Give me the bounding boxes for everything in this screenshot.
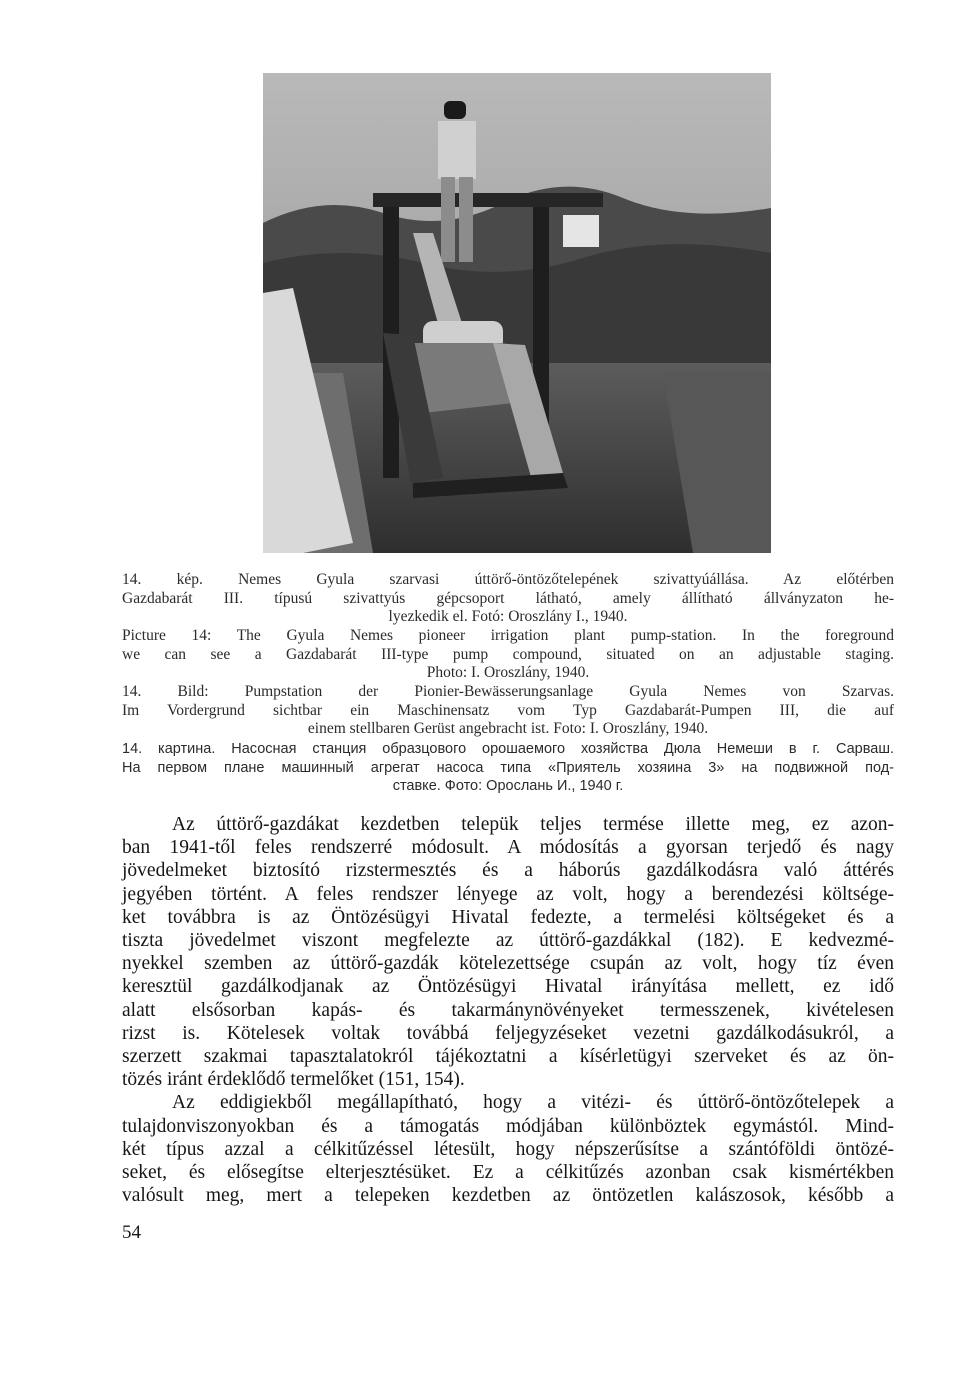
text-line: Az eddigiekből megállapítható, hogy a vitézi- és úttörő-öntözőtelepek a	[172, 1092, 894, 1114]
text-line: Az úttörő-gazdákat kezdetben telepük teljes termése illette meg, ez azon-	[172, 814, 894, 835]
text-line: keresztül gazdálkodjanak az Öntözésügyi Hivatal irányítása mellett, ez idő	[122, 976, 894, 998]
text-line: seket, és elősegítse elterjesztésüket. Ez a célkitűzés azonban csak kismértékben	[122, 1162, 894, 1184]
text-line: jövedelmeket biztosító rizstermesztés és a háborús gazdálkodásra való áttérés	[122, 860, 894, 882]
text-line: tulajdonviszonyokban és a támogatás módjában különböztek egymástól. Mind-	[122, 1115, 894, 1137]
caption-line: Gazdabarát III. típusú szivattyús gépcsoport látható, amely állítható állványzaton he-	[122, 589, 894, 607]
text-line: alatt elsősorban kapás- és takarmánynövényeket termesszenek, kivételesen	[122, 999, 894, 1021]
caption-line: 14. картина. Насосная станция образцового орошаемого хозяйства Дюла Немеши в г. Сарваш.	[122, 741, 894, 757]
caption-russian	[122, 740, 894, 796]
caption-line: we can see a Gazdabarát III-type pump compound, situated on an adjustable staging.	[122, 645, 894, 663]
text-line: ban 1941-től feles rendszerré módosult. A módosítás a gyorsan terjedő és nagy	[122, 837, 894, 859]
caption-line: 14. Bild: Pumpstation der Pionier-Bewässerungsanlage Gyula Nemes von Szarvas.	[122, 683, 894, 700]
caption-english	[122, 627, 894, 683]
pump-station-photo-image	[263, 73, 771, 553]
text-line: rizst is. Kötelesek voltak továbbá feljegyzéseket vezetni gazdálkodásukról, a	[122, 1022, 894, 1044]
caption-line: Photo: I. Oroszlány, 1940.	[426, 664, 590, 682]
text-line: szerzett szakmai tapasztalatokról tájékoztatni a kísérletügyi szerveket és az ön-	[122, 1046, 894, 1068]
caption-line: einem stellbaren Gerüst angebracht ist. Foto: I. Oroszlány, 1940.	[307, 720, 709, 738]
caption-line: 14. kép. Nemes Gyula szarvasi úttörő-öntözőtelepének szivattyúállása. Az előtérben	[122, 571, 894, 588]
page-number: 54	[122, 1222, 141, 1243]
text-line: nyekkel szemben az úttörő-gazdák kötelezettsége csupán az volt, hogy tíz éven	[122, 953, 894, 975]
text-line: jegyében történt. A feles rendszer lényege az volt, hogy a berendezési költsége-	[122, 883, 894, 905]
caption-german	[122, 683, 894, 739]
caption-hungarian	[122, 571, 894, 627]
caption-line: lyezkedik el. Fotó: Oroszlány I., 1940.	[388, 608, 628, 626]
text-line: tözés iránt érdeklődő termelőket (151, 154).	[122, 1069, 465, 1091]
photograph-pump-station	[263, 73, 771, 553]
body-text	[122, 813, 894, 1207]
caption-line: ставке. Фото: Орослань И., 1940 г.	[392, 778, 624, 795]
paragraph-1	[122, 813, 894, 1091]
caption-line: На первом плане машинный агрегат насоса типа «Приятель хозяина 3» на подвижной под-	[122, 759, 894, 776]
caption-line: Picture 14: The Gyula Nemes pioneer irrigation plant pump-station. In the foreground	[122, 627, 894, 644]
text-line: valósult meg, mert a telepeken kezdetben az öntözetlen kalászosok, később a	[122, 1185, 894, 1207]
paragraph-2	[122, 1091, 894, 1207]
text-line: ket továbbra is az Öntözésügyi Hivatal fedezte, a termelési költségeket és a	[122, 906, 894, 928]
text-line: két típus azzal a célkitűzéssel létesült, hogy népszerűsítse a szántóföldi öntözé-	[122, 1138, 894, 1160]
caption-line: Im Vordergrund sichtbar ein Maschinensatz vom Typ Gazdabarát-Pumpen III, die auf	[122, 701, 894, 719]
text-line: tiszta jövedelmet viszont megfelezte az úttörő-gazdákkal (182). E kedvezmé-	[122, 930, 894, 952]
